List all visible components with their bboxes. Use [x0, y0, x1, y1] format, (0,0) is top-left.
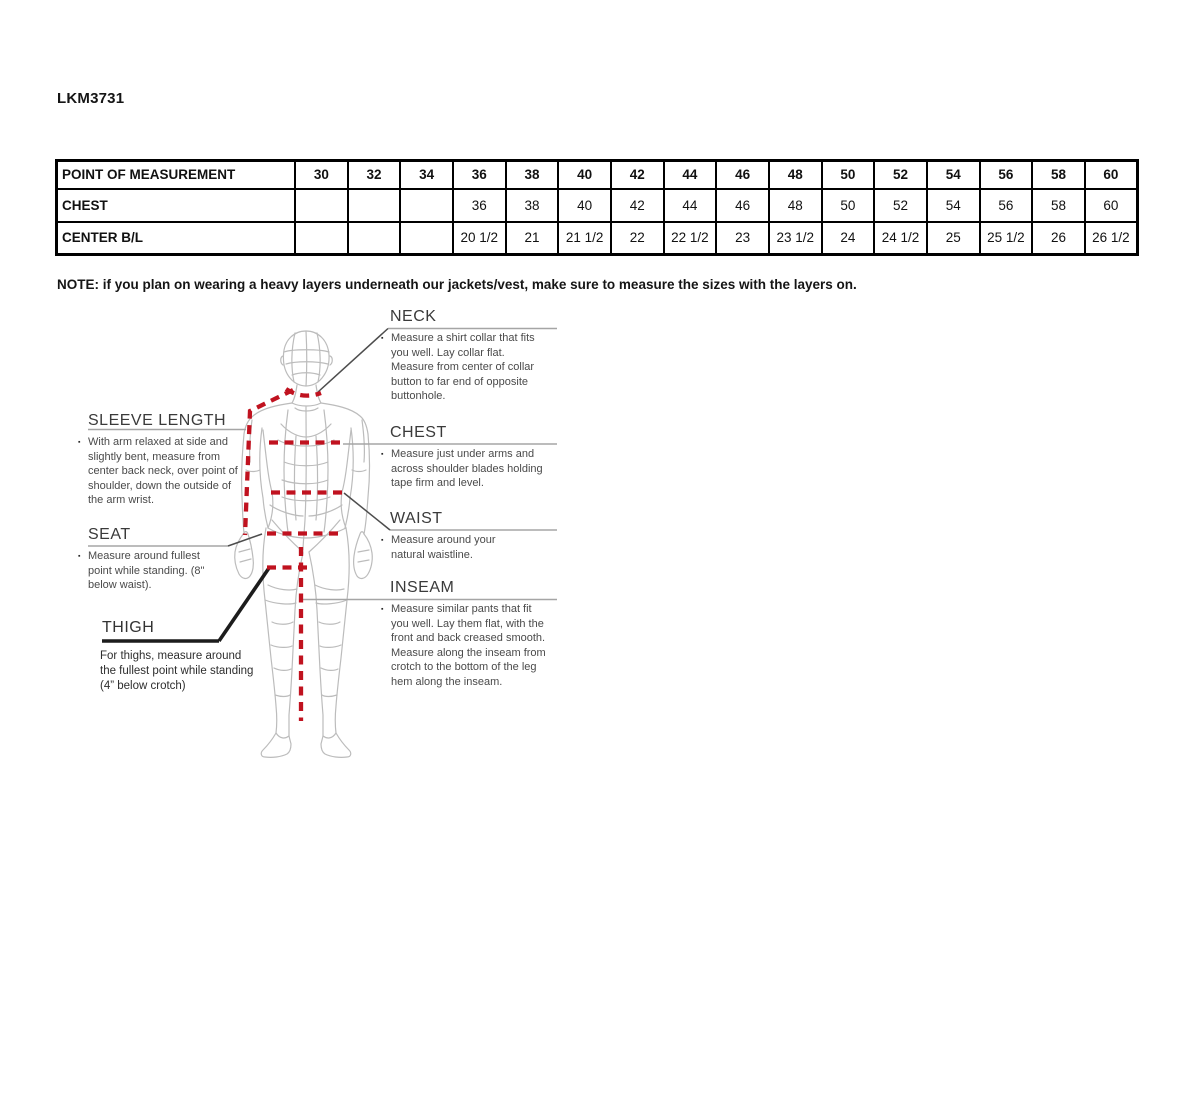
thigh-title: THIGH [102, 619, 155, 636]
seat-section [78, 526, 220, 593]
neck-title: NECK [390, 308, 437, 325]
size-cell [295, 222, 348, 255]
size-cell: 54 [927, 189, 980, 222]
table-row [57, 189, 1138, 222]
size-column-header: 40 [558, 161, 611, 189]
size-column-header: 50 [822, 161, 875, 189]
bullet-square-icon: ▪ [381, 606, 384, 613]
size-column-header: 38 [506, 161, 559, 189]
size-column-header: 46 [716, 161, 769, 189]
size-column-header: 58 [1032, 161, 1085, 189]
size-cell: 24 1/2 [874, 222, 927, 255]
size-cell: 23 [716, 222, 769, 255]
size-column-header: 32 [348, 161, 401, 189]
table-row [57, 222, 1138, 255]
measurement-dash-lines [245, 389, 343, 721]
size-cell: 26 1/2 [1085, 222, 1138, 255]
size-cell: 24 [822, 222, 875, 255]
chest-title: CHEST [390, 424, 447, 441]
size-cell [400, 189, 453, 222]
size-column-header: 60 [1085, 161, 1138, 189]
size-cell: 58 [1032, 189, 1085, 222]
size-column-header: 34 [400, 161, 453, 189]
size-table [55, 159, 1139, 256]
size-cell: 22 1/2 [664, 222, 717, 255]
size-cell [400, 222, 453, 255]
size-cell: 25 1/2 [980, 222, 1033, 255]
row-label: CENTER B/L [57, 222, 296, 255]
size-column-header: 44 [664, 161, 717, 189]
inseam-title: INSEAM [390, 579, 455, 596]
sleeve-length-description: With arm relaxed at side and slightly bent, measure from center back neck, over point of shoulder, down the outside of the arm wrist. [88, 436, 238, 506]
size-column-header: 36 [453, 161, 506, 189]
note-text: NOTE: if you plan on wearing a heavy layers underneath our jackets/vest, make sure to measure the sizes with the layers on. [57, 277, 857, 292]
sleeve-measure-line [245, 390, 293, 535]
size-cell [295, 189, 348, 222]
size-cell: 20 1/2 [453, 222, 506, 255]
thigh-section [100, 619, 258, 694]
bullet-square-icon: ▪ [381, 335, 384, 342]
seat-connector-line [228, 534, 262, 546]
row-label: CHEST [57, 189, 296, 222]
size-cell: 21 [506, 222, 559, 255]
size-cell [348, 222, 401, 255]
thigh-description: For thighs, measure around the fullest point while standing (4” below crotch) [100, 650, 254, 692]
size-cell: 23 1/2 [769, 222, 822, 255]
size-column-header: 52 [874, 161, 927, 189]
size-cell: 56 [980, 189, 1033, 222]
bullet-square-icon: ▪ [381, 451, 384, 458]
seat-title: SEAT [88, 526, 131, 543]
seat-description: Measure around fullest point while standing. (8" below waist). [88, 550, 205, 591]
chest-section [381, 424, 546, 491]
size-cell: 40 [558, 189, 611, 222]
size-cell: 21 1/2 [558, 222, 611, 255]
size-cell: 50 [822, 189, 875, 222]
chest-description: Measure just under arms and across shoulder blades holding tape firm and level. [391, 448, 543, 489]
size-cell: 26 [1032, 222, 1085, 255]
neck-measure-line [286, 389, 321, 396]
inseam-description: Measure similar pants that fit you well. Lay them flat, with the front and back creased smooth. Measure along the inseam from crotch to the bottom of the leg hem along the inseam. [391, 603, 546, 688]
point-of-measurement-header: POINT OF MEASUREMENT [57, 161, 296, 189]
size-cell: 46 [716, 189, 769, 222]
neck-connector-line [318, 329, 388, 393]
size-column-header: 42 [611, 161, 664, 189]
size-cell: 22 [611, 222, 664, 255]
size-cell: 25 [927, 222, 980, 255]
neck-description: Measure a shirt collar that fits you well. Lay collar flat. Measure from center of collar button to far end of opposite buttonhole. [391, 332, 535, 402]
waist-title: WAIST [390, 510, 443, 527]
size-cell: 36 [453, 189, 506, 222]
bullet-square-icon: ▪ [381, 537, 384, 544]
size-column-header: 54 [927, 161, 980, 189]
size-cell [348, 189, 401, 222]
size-cell: 42 [611, 189, 664, 222]
size-column-header: 48 [769, 161, 822, 189]
size-cell: 44 [664, 189, 717, 222]
size-cell: 48 [769, 189, 822, 222]
size-cell: 60 [1085, 189, 1138, 222]
sleeve-length-title: SLEEVE LENGTH [88, 412, 227, 429]
sleeve-length-section [78, 412, 248, 508]
size-cell: 52 [874, 189, 927, 222]
size-column-header: 56 [980, 161, 1033, 189]
size-table-header-row [57, 161, 1138, 189]
size-column-header: 30 [295, 161, 348, 189]
neck-section [381, 308, 549, 404]
size-table-body [57, 189, 1138, 255]
inseam-section [381, 579, 549, 689]
bullet-square-icon: ▪ [78, 439, 81, 446]
size-cell: 38 [506, 189, 559, 222]
page-title: LKM3731 [57, 90, 125, 107]
waist-section [381, 510, 531, 562]
bullet-square-icon: ▪ [78, 553, 81, 560]
waist-description: Measure around your natural waistline. [391, 534, 496, 561]
